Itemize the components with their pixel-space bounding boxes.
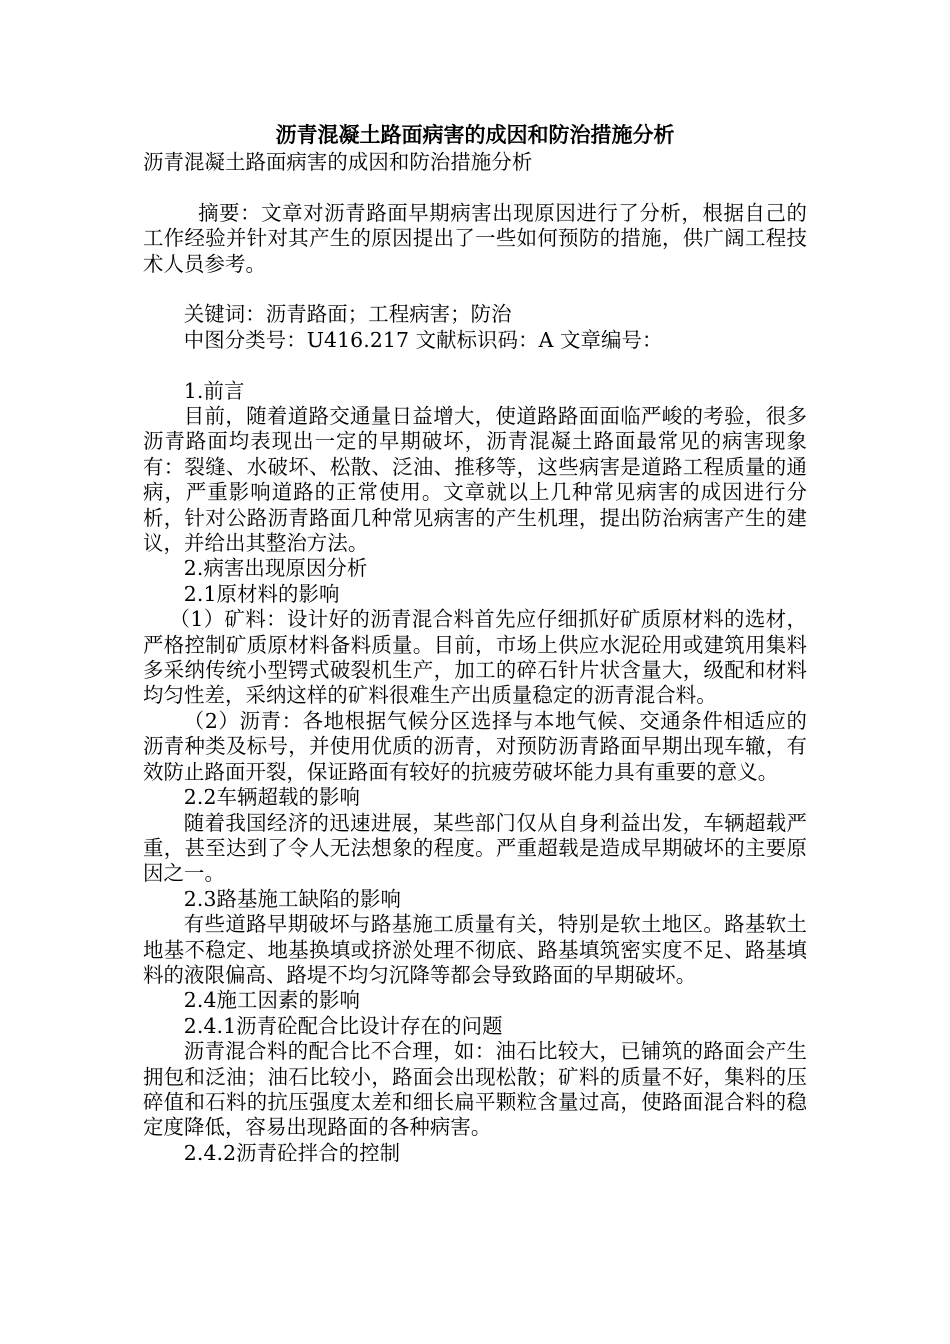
- subsection-heading: 2.3路基施工缺陷的影响: [183, 886, 401, 911]
- abstract-paragraph: 摘要：文章对沥青路面早期病害出现原因进行了分析，根据自己的工作经验并针对其产生的原因提出了一些如何预防的措施，供广阔工程技术人员参考。: [143, 200, 807, 276]
- subsection-heading: 2.1原材料的影响: [183, 581, 340, 606]
- section-heading: 2.病害出现原因分析: [183, 556, 368, 581]
- section-heading: 1.前言: [183, 378, 245, 403]
- spacer: [143, 175, 807, 200]
- document-body: [143, 150, 807, 1166]
- keywords-line: 关键词：沥青路面；工程病害；防治: [183, 302, 512, 327]
- subsubsection-heading: 2.4.1沥青砼配合比设计存在的问题: [183, 1013, 503, 1038]
- subsubsection-heading: 2.4.2沥青砼拌合的控制: [183, 1140, 401, 1165]
- body-paragraph: 沥青混合料的配合比不合理，如：油石比较大，已铺筑的路面会产生拥包和泛油；油石比较小，路面会出现松散；矿料的质量不好，集料的压碎值和石料的抗压强度太差和细长扁平颗粒含量过高，使路面混合料的稳定度降低，容易出现路面的各种病害。: [143, 1039, 807, 1140]
- subsection-heading: 2.4施工因素的影响: [183, 988, 360, 1013]
- body-paragraph: （1）矿料：设计好的沥青混合料首先应仔细抓好矿质原材料的选材，严格控制矿质原材料备料质量。目前，市场上供应水泥砼用或建筑用集料多采纳传统小型锷式破裂机生产，加工的碎石针片状含量大，级配和材料均匀性差，采纳这样的矿料很难生产出质量稳定的沥青混合料。: [143, 607, 807, 708]
- body-paragraph: 目前，随着道路交通量日益增大，使道路路面面临严峻的考验，很多沥青路面均表现出一定的早期破坏，沥青混凝土路面最常见的病害现象有：裂缝、水破坏、松散、泛油、推移等，这些病害是道路工程质量的通病，严重影响道路的正常使用。文章就以上几种常见病害的成因进行分析，针对公路沥青路面几种常见病害的产生机理，提出防治病害产生的建议，并给出其整治方法。: [143, 404, 807, 556]
- spacer: [143, 353, 807, 378]
- classification-line: 中图分类号：U416.217 文献标识码：A 文章编号：: [183, 327, 663, 352]
- document-subtitle: 沥青混凝土路面病害的成因和防治措施分析: [143, 150, 533, 174]
- subsection-heading: 2.2车辆超载的影响: [183, 785, 360, 810]
- document-title: 沥青混凝土路面病害的成因和防治措施分析: [275, 122, 675, 147]
- body-paragraph: 随着我国经济的迅速进展，某些部门仅从自身利益出发，车辆超载严重，甚至达到了令人无法想象的程度。严重超载是造成早期破坏的主要原因之一。: [143, 810, 807, 886]
- body-paragraph: （2）沥青：各地根据气候分区选择与本地气候、交通条件相适应的沥青种类及标号，并使用优质的沥青，对预防沥青路面早期出现车辙，有效防止路面开裂，保证路面有较好的抗疲劳破坏能力具有重要的意义。: [143, 708, 807, 784]
- spacer: [143, 277, 807, 302]
- body-paragraph: 有些道路早期破坏与路基施工质量有关，特别是软土地区。路基软土地基不稳定、地基换填或挤淤处理不彻底、路基填筑密实度不足、路基填料的液限偏高、路堤不均匀沉降等都会导致路面的早期破坏。: [143, 912, 807, 987]
